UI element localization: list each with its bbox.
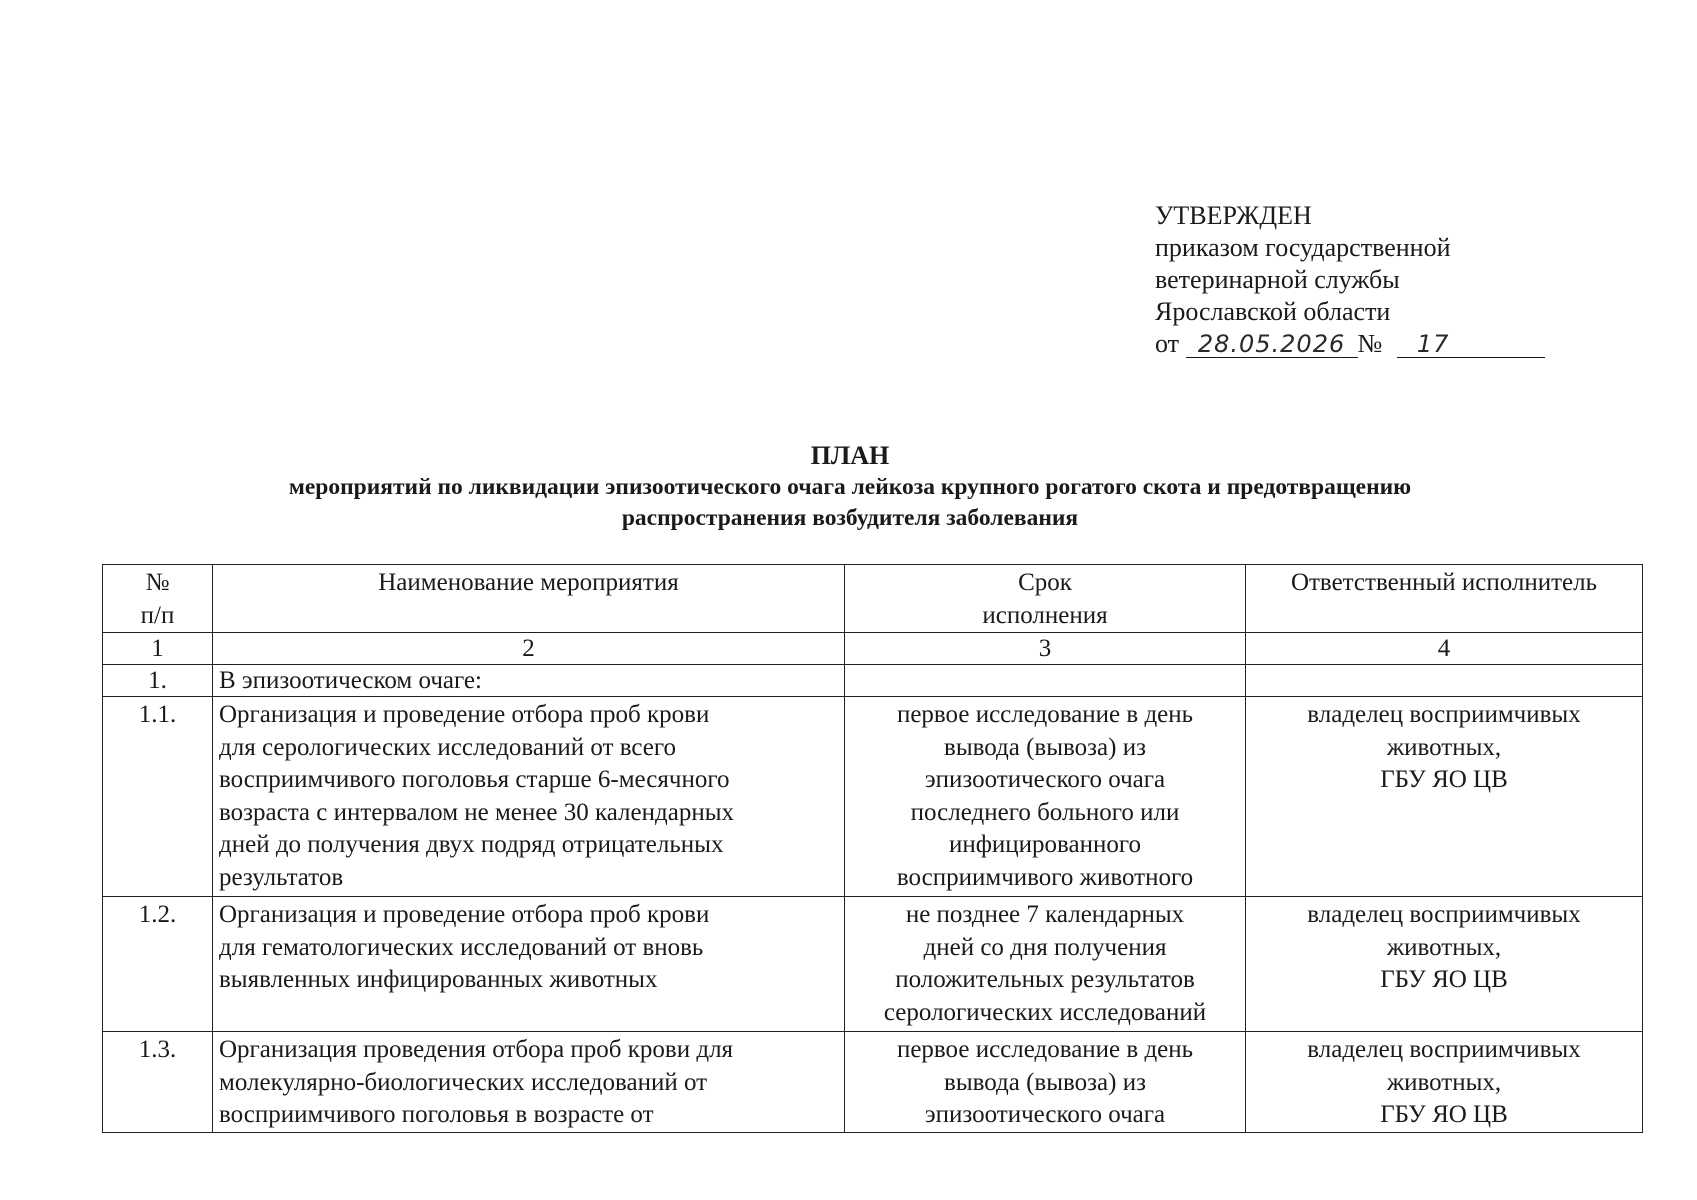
column-number-row (103, 633, 1643, 665)
header-responsible: Ответственный исполнитель (1246, 565, 1643, 633)
document-title (100, 440, 1600, 534)
table-row (103, 1032, 1643, 1133)
title-sub-line: мероприятий по ликвидации эпизоотического очага лейкоза крупного рогатого скота и предотвращению (288, 474, 1412, 500)
row-term: первое исследование в день вывода (вывоза) из эпизоотического очага (845, 1032, 1246, 1133)
approval-line: ветеринарной службы (1155, 265, 1400, 294)
empty-cell (845, 665, 1246, 697)
plan-table (102, 564, 1643, 1133)
approval-date-line (1155, 328, 1575, 360)
number-label: № (1357, 329, 1383, 358)
approval-line: приказом государственной (1155, 233, 1451, 262)
handwritten-date: 28.05.2026 (1186, 331, 1358, 358)
approval-line: Ярославской области (1155, 297, 1391, 326)
header-num: № п/п (103, 565, 213, 633)
row-name: Организация проведения отбора проб крови для молекулярно-биологических исследований от восприимчивого поголовья в возрасте от (213, 1032, 845, 1133)
header-term: Срок исполнения (845, 565, 1246, 633)
table-row (103, 897, 1643, 1032)
approval-stamp (1155, 200, 1575, 360)
row-term: не позднее 7 календарных дней со дня получения положительных результатов серологических исследований (845, 897, 1246, 1032)
column-number: 3 (845, 633, 1246, 665)
section-row (103, 665, 1643, 697)
column-number: 2 (213, 633, 845, 665)
from-label: от (1155, 329, 1180, 358)
empty-cell (1246, 665, 1643, 697)
row-num: 1.1. (103, 697, 213, 897)
title-sub-line: распространения возбудителя заболевания (621, 505, 1079, 531)
approval-heading: УТВЕРЖДЕН (1155, 201, 1312, 230)
table-row (103, 697, 1643, 897)
table-header-row (103, 565, 1643, 633)
section-num: 1. (103, 665, 213, 697)
row-responsible: владелец восприимчивых животных, ГБУ ЯО ЦВ (1246, 1032, 1643, 1133)
section-name: В эпизоотическом очаге: (213, 665, 845, 697)
column-number: 4 (1246, 633, 1643, 665)
handwritten-number: 17 (1397, 331, 1545, 358)
column-number: 1 (103, 633, 213, 665)
row-responsible: владелец восприимчивых животных, ГБУ ЯО ЦВ (1246, 897, 1643, 1032)
title-main: ПЛАН (810, 441, 890, 470)
row-name: Организация и проведение отбора проб крови для серологических исследований от всего восприимчивого поголовья старше 6-месячного возраста с интервалом не менее 30 календарных дней до получения двух подряд отрицательных результатов (213, 697, 845, 897)
row-responsible: владелец восприимчивых животных, ГБУ ЯО ЦВ (1246, 697, 1643, 897)
row-term: первое исследование в день вывода (вывоза) из эпизоотического очага последнего больного или инфицированного восприимчивого животного (845, 697, 1246, 897)
row-num: 1.3. (103, 1032, 213, 1133)
row-num: 1.2. (103, 897, 213, 1032)
header-name: Наименование мероприятия (213, 565, 845, 633)
row-name: Организация и проведение отбора проб крови для гематологических исследований от вновь выявленных инфицированных животных (213, 897, 845, 1032)
